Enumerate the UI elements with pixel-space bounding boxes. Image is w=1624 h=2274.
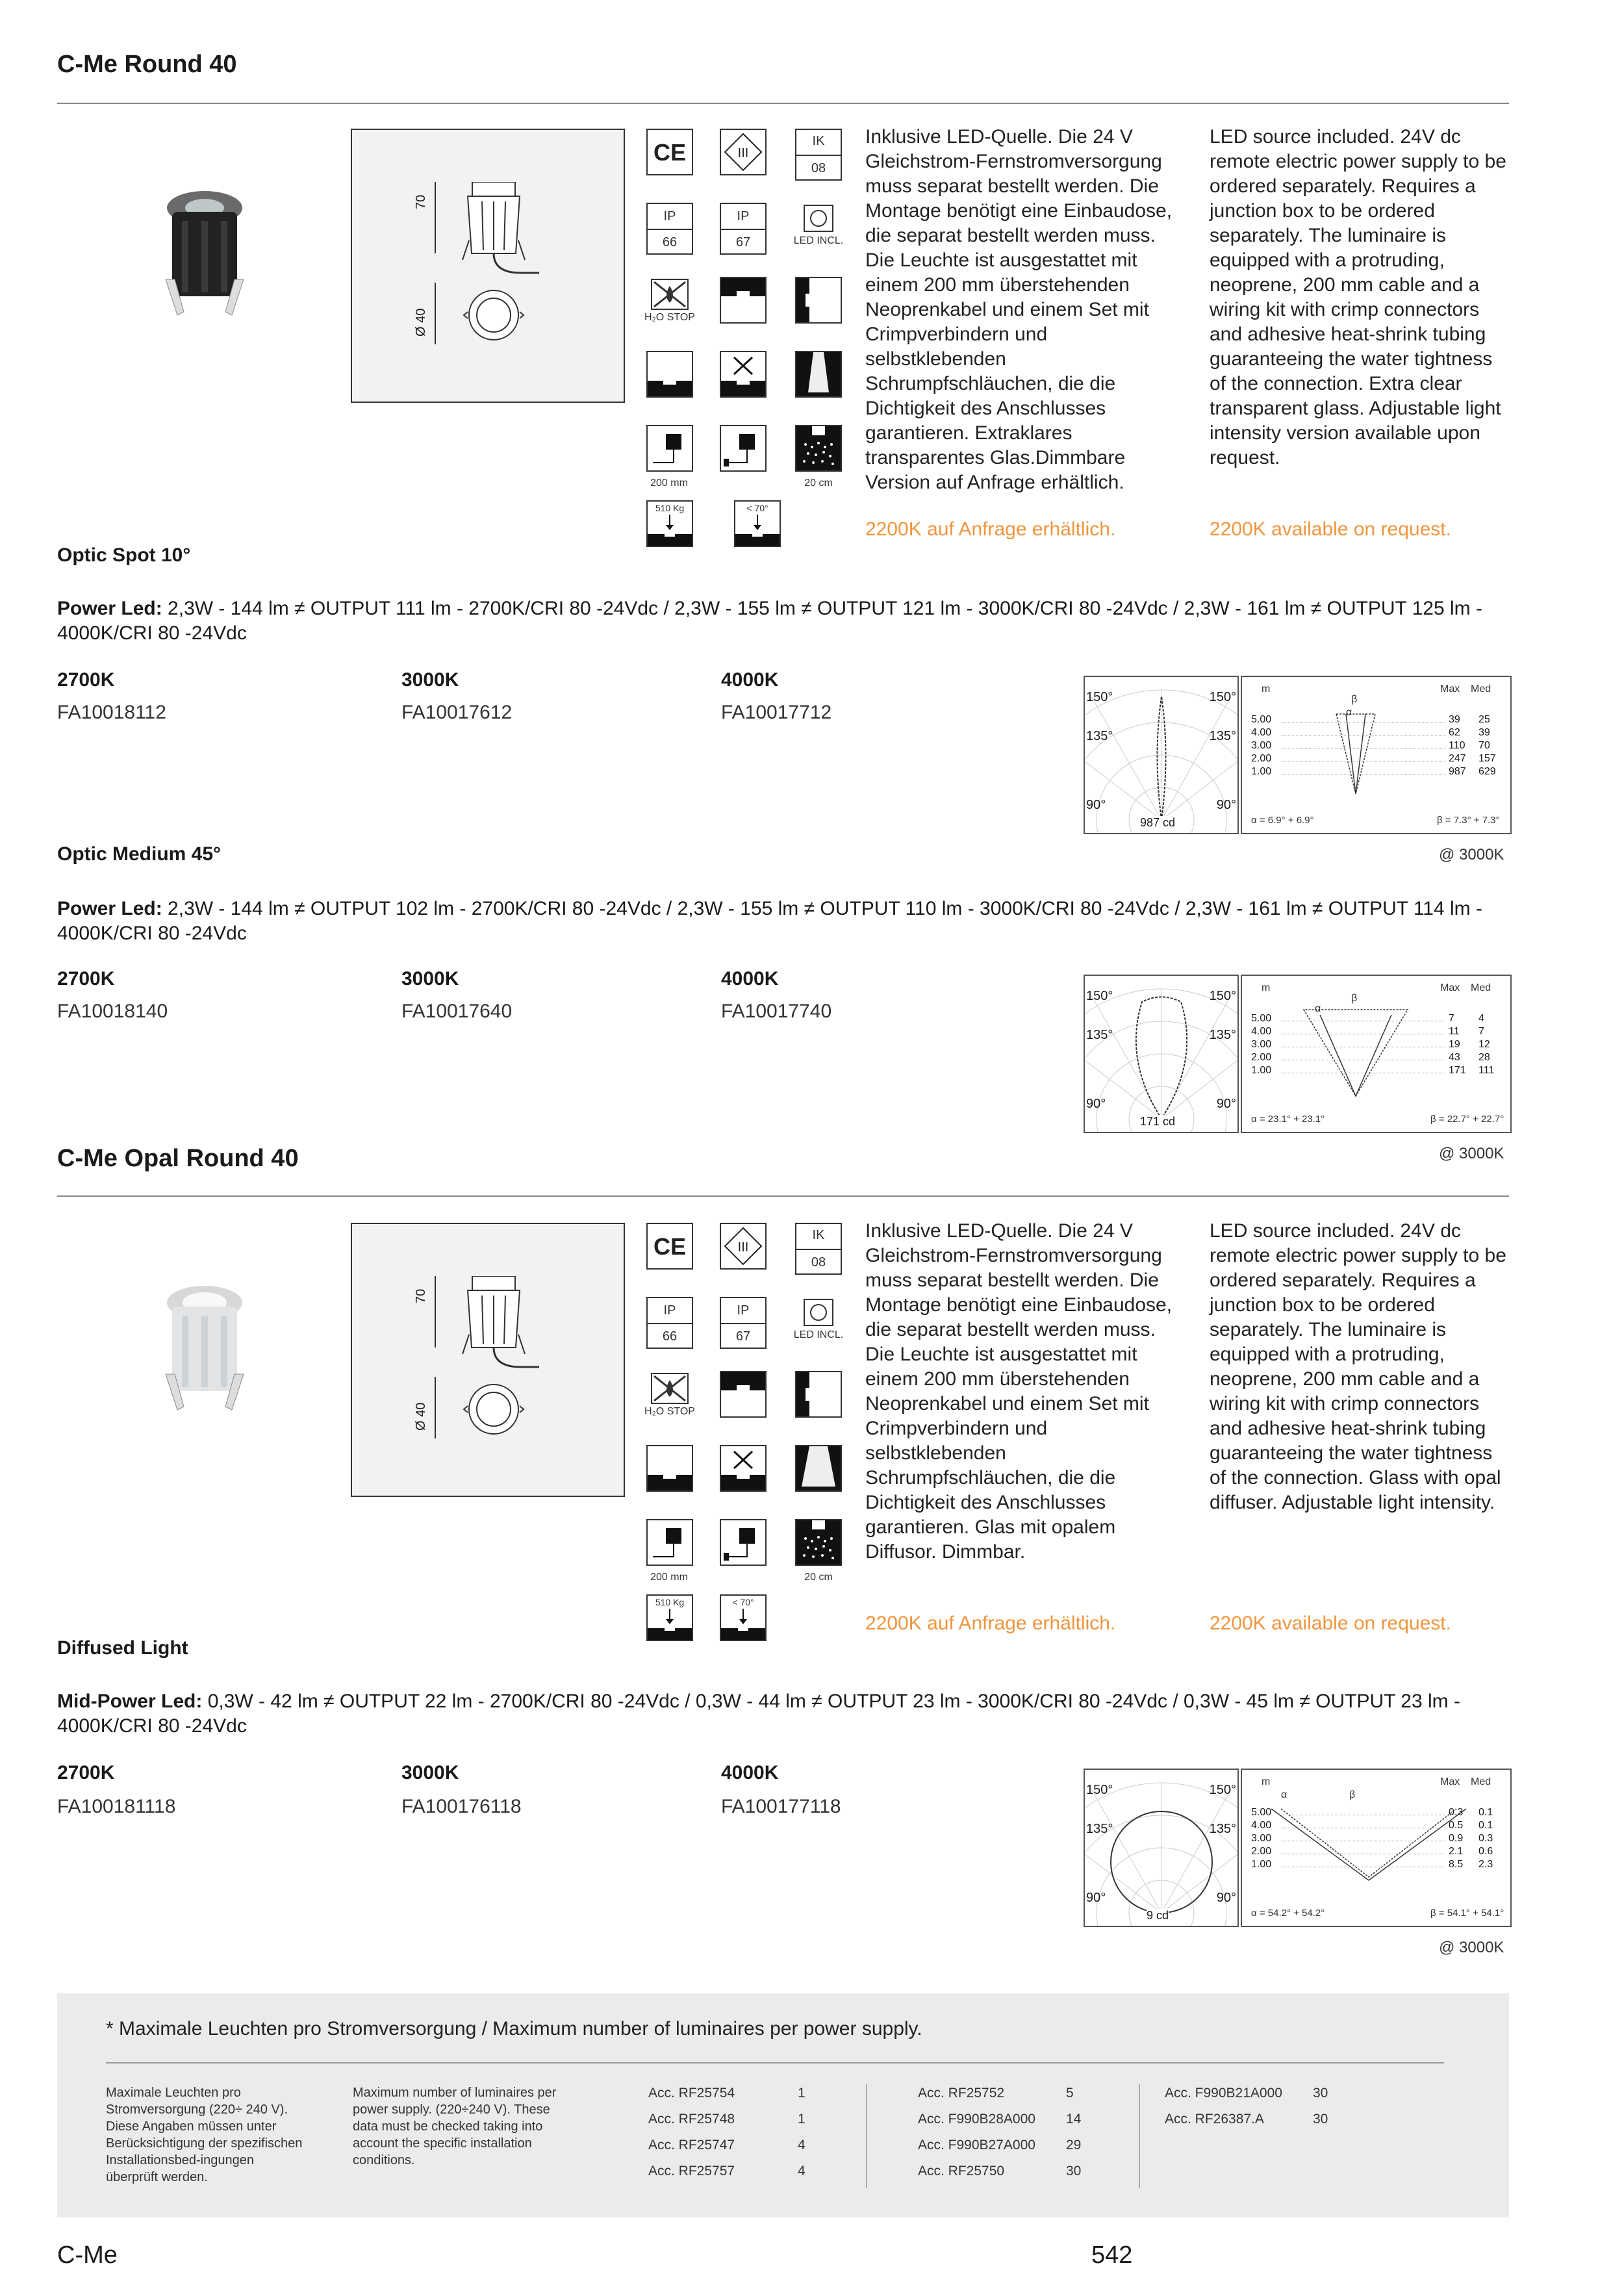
accessory-row: Acc. RF25757 4 [648, 2164, 806, 2178]
col-med: Med [1471, 1776, 1491, 1787]
description-de: Inklusive LED-Quelle. Die 24 V Gleichstrom-Fernstromversorgung muss separat bestellt werden. Die Montage benötigt eine Einbaudose, die separat bestellt werden muss. Die Leuchte ist ausgestattet mit einem 200 mm überstehenden Neoprenkabel und einem Set mit Crimpverbindern und selbstklebenden Schrumpfschläuchen, die die Dichtigkeit des Anschlusses garantieren. Glas mit opalem Diffusor. Dimmbar. [865, 1220, 1173, 1563]
led-incl-label: LED INCL. [793, 235, 844, 246]
description-de: Inklusive LED-Quelle. Die 24 V Gleichstrom-Fernstromversorgung muss separat bestellt werden. Die Montage benötigt eine Einbaudose, die separat bestellt werden muss. Die Leuchte ist ausgestattet mit einem 200 mm überstehenden Neoprenkabel und einem Set mit Crimpverbindern und selbstklebenden Schrumpfschläuchen, die die Dichtigkeit des Anschlusses garantieren. Extraklares transparentes Glas.Dimmbare Version auf Anfrage erhältlich. [865, 126, 1173, 493]
beta-angle: β = 54.1° + 54.1° [1430, 1908, 1504, 1919]
accessory-row: Acc. RF25747 4 [648, 2138, 806, 2153]
illuminance-table [1241, 975, 1512, 1133]
table-row: 5.00 7 4 [1251, 1013, 1484, 1024]
led-included-icon [795, 203, 842, 249]
ip-value: 66 [662, 1329, 678, 1344]
beam-icon [795, 1445, 842, 1492]
accessory-row: Acc. F990B27A000 29 [918, 2138, 1082, 2153]
angle-label: < 70° [732, 1597, 754, 1607]
note-2200k-de: 2200K auf Anfrage erhältlich. [865, 1613, 1116, 1634]
product-code: FA10017740 [721, 1001, 832, 1022]
angle-label: 135° [1209, 729, 1236, 743]
table-row: 1.00 171 111 [1251, 1065, 1495, 1076]
col-max: Max [1440, 982, 1460, 993]
code-header: 2700K [57, 968, 115, 990]
angle-label: 150° [1086, 690, 1113, 704]
beta-symbol: β [1349, 1789, 1356, 1800]
beam-icon [795, 351, 842, 398]
product-code: FA10018140 [57, 1001, 168, 1022]
angle-label: 150° [1209, 690, 1236, 704]
glare-icon [720, 1371, 767, 1418]
h2o-stop-label: H₂O STOP [644, 1406, 695, 1417]
ip-label: IP [737, 209, 750, 224]
alpha-angle: α = 54.2° + 54.2° [1251, 1908, 1325, 1919]
accessory-column [1165, 2086, 1373, 2138]
divider [57, 103, 1509, 104]
table-row: 5.00 39 25 [1251, 714, 1490, 725]
table-row: 5.00 0.3 0.1 [1251, 1807, 1493, 1818]
ik-value: 08 [811, 161, 826, 175]
beta-symbol: β [1351, 993, 1358, 1004]
power-led-text: 2,3W - 144 lm ≠ OUTPUT 102 lm - 2700K/CRI 80 -24Vdc / 2,3W - 155 lm ≠ OUTPUT 110 lm - 3000K/CRI 80 -24Vdc / 2,3W - 161 lm ≠ OUTPUT 114 lm - 4000K/CRI 80 -24Vdc [57, 898, 1482, 944]
technical-drawing [351, 129, 625, 403]
ce-mark-icon [646, 1223, 693, 1270]
product-photo-opal [146, 1277, 263, 1433]
col-max: Max [1440, 1776, 1460, 1787]
divider [57, 1195, 1509, 1197]
note-2200k-de: 2200K auf Anfrage erhältlich. [865, 518, 1116, 540]
cable-length-label: 200 mm [650, 1572, 688, 1583]
divider [866, 2084, 867, 2188]
luminaire-drawing [430, 182, 599, 377]
divider [106, 2062, 1444, 2063]
power-led-label: Power Led: [57, 898, 162, 919]
power-led-text: 0,3W - 42 lm ≠ OUTPUT 22 lm - 2700K/CRI 80 -24Vdc / 0,3W - 44 lm ≠ OUTPUT 23 lm - 3000K/CRI 80 -24Vdc / 0,3W - 45 lm ≠ OUTPUT 23 lm - 4000K/CRI 80 -24Vdc [57, 1691, 1460, 1737]
alpha-symbol: α [1346, 707, 1352, 718]
ip66-icon [646, 203, 693, 255]
optic-medium-title: Optic Medium 45° [57, 843, 222, 865]
alpha-angle: α = 6.9° + 6.9° [1251, 815, 1314, 826]
polar-diagram [1084, 676, 1239, 834]
dim-height: 70 [414, 194, 428, 209]
cable-length-label: 200 mm [650, 478, 688, 489]
ce-mark-icon [646, 129, 693, 175]
code-header: 3000K [401, 669, 459, 691]
col-m: m [1262, 1776, 1271, 1787]
ip-label: IP [663, 209, 676, 224]
angle-label: 135° [1209, 1028, 1236, 1042]
table-row: 4.00 62 39 [1251, 727, 1490, 738]
cable-200mm-icon [646, 1519, 693, 1566]
ip66-icon [646, 1297, 693, 1349]
not-drive-over-icon [720, 351, 767, 398]
ground-recessed-icon [646, 351, 693, 398]
page-family: C-Me [57, 2242, 118, 2269]
accessory-row: Acc. RF25752 5 [918, 2086, 1074, 2101]
candela-value: 987 cd [1140, 816, 1176, 829]
not-drive-over-icon [720, 1445, 767, 1492]
ground-recessed-icon [646, 1445, 693, 1492]
beta-angle: β = 7.3° + 7.3° [1437, 815, 1500, 826]
distance-label: 20 cm [804, 478, 833, 489]
accessory-column [648, 2086, 856, 2190]
temperature-note: @ 3000K [1439, 1145, 1504, 1162]
ik-rating-icon [795, 129, 842, 181]
accessory-row: Acc. RF25748 1 [648, 2112, 806, 2127]
svg-text:III: III [737, 1240, 749, 1255]
polar-diagram [1084, 975, 1239, 1133]
col-max: Max [1440, 683, 1460, 695]
optic-spot-title: Optic Spot 10° [57, 544, 191, 566]
product-code: FA100177118 [721, 1796, 841, 1817]
code-header: 2700K [57, 669, 115, 691]
svg-text:CE: CE [653, 1233, 687, 1260]
angle-label: 90° [1216, 798, 1236, 812]
temperature-note: @ 3000K [1439, 846, 1504, 863]
footer-note-de: Maximale Leuchten pro Stromversorgung (220÷ 240 V). Diese Angaben müssen unter Berücksichtigung der spezifischen Installationsbed-ingungen überprüft werden. [106, 2086, 303, 2184]
table-row: 2.00 43 28 [1251, 1052, 1490, 1063]
angle-label: 135° [1086, 1822, 1113, 1836]
ip-label: IP [663, 1303, 676, 1318]
dim-height: 70 [414, 1288, 428, 1303]
section-title-round: C-Me Round 40 [57, 51, 237, 78]
code-header: 3000K [401, 1762, 459, 1783]
description-en: LED source included. 24V dc remote electric power supply to be ordered separately. Requires a junction box to be ordered separately. The luminaire is equipped with a protruding, neoprene, 200 mm cable and a wiring kit with crimp connectors and adhesive heat-shrink tubing guaranteeing the water tightness of the connection. Extra clear transparent glass. Adjustable light intensity version available upon request. [1210, 126, 1506, 468]
product-photo-round [146, 182, 263, 338]
dots-pattern-icon [795, 425, 842, 472]
ik-label: IK [812, 134, 825, 148]
ik-rating-icon [795, 1223, 842, 1275]
power-led-medium [57, 897, 1486, 946]
description-en: LED source included. 24V dc remote electric power supply to be ordered separately. Requires a junction box to be ordered separately. The luminaire is equipped with a protruding, neoprene, 200 mm cable and a wiring kit with crimp connectors and adhesive heat-shrink tubing guaranteeing the water tightness of the connection. Glass with opal diffuser. Adjustable light intensity. [1210, 1220, 1506, 1513]
dim-diameter: Ø 40 [414, 308, 428, 337]
col-med: Med [1471, 982, 1491, 993]
diffused-title: Diffused Light [57, 1637, 188, 1659]
angle-70-icon [720, 1594, 767, 1641]
wall-mount-icon [795, 277, 842, 324]
table-row: 1.00 8.5 2.3 [1251, 1859, 1493, 1870]
angle-label: 150° [1209, 989, 1236, 1003]
angle-label: 135° [1086, 729, 1113, 743]
ip-value: 67 [735, 235, 751, 249]
page-number: 542 [1091, 2242, 1133, 2269]
angle-label: 135° [1086, 1028, 1113, 1042]
polar-diagram [1084, 1769, 1239, 1927]
note-2200k-en: 2200K available on request. [1210, 1613, 1451, 1634]
alpha-symbol: α [1315, 1003, 1321, 1014]
angle-label: 90° [1086, 798, 1106, 812]
divider [1139, 2084, 1140, 2188]
wall-mount-icon [795, 1371, 842, 1418]
alpha-symbol: α [1281, 1789, 1288, 1800]
luminaire-drawing [430, 1276, 599, 1471]
class-iii-icon [720, 1223, 767, 1270]
candela-value: 171 cd [1140, 1115, 1176, 1128]
col-med: Med [1471, 683, 1491, 695]
code-header: 3000K [401, 968, 459, 990]
table-rows [1251, 1806, 1504, 1871]
led-incl-label: LED INCL. [793, 1329, 844, 1340]
col-m: m [1262, 982, 1271, 993]
angle-label: 150° [1086, 989, 1113, 1003]
connector-icon [720, 1519, 767, 1566]
angle-label: 150° [1209, 1783, 1236, 1797]
accessory-column [918, 2086, 1126, 2190]
ip-value: 67 [735, 1329, 751, 1344]
table-row: 3.00 19 12 [1251, 1039, 1490, 1050]
power-supply-box [57, 1993, 1509, 2217]
ip67-icon [720, 1297, 767, 1349]
beta-symbol: β [1351, 694, 1358, 705]
cable-200mm-icon [646, 425, 693, 472]
illuminance-table [1241, 676, 1512, 834]
h2o-stop-label: H₂O STOP [644, 312, 695, 323]
table-row: 3.00 110 70 [1251, 740, 1490, 751]
angle-label: < 70° [746, 503, 768, 513]
product-code: FA100181118 [57, 1796, 176, 1817]
load-label: 510 Kg [655, 503, 685, 513]
alpha-angle: α = 23.1° + 23.1° [1251, 1114, 1325, 1125]
temperature-note: @ 3000K [1439, 1939, 1504, 1956]
accessory-row: Acc. F990B28A000 14 [918, 2112, 1082, 2127]
dim-diameter: Ø 40 [414, 1402, 428, 1431]
ip-label: IP [737, 1303, 750, 1318]
svg-text:CE: CE [653, 139, 687, 166]
table-row: 4.00 11 7 [1251, 1026, 1484, 1037]
col-m: m [1262, 683, 1271, 695]
power-led-label: Power Led: [57, 598, 162, 619]
load-label: 510 Kg [655, 1597, 685, 1607]
ik-value: 08 [811, 1255, 826, 1270]
dots-pattern-icon [795, 1519, 842, 1566]
ik-label: IK [812, 1228, 825, 1242]
accessory-row: Acc. RF25754 1 [648, 2086, 806, 2101]
ip-value: 66 [662, 235, 678, 249]
accessory-row: Acc. RF25750 30 [918, 2164, 1082, 2178]
illuminance-table [1241, 1769, 1512, 1927]
code-header: 4000K [721, 669, 779, 691]
accessory-row: Acc. F990B21A000 30 [1165, 2086, 1328, 2101]
angle-label: 135° [1209, 1822, 1236, 1836]
angle-label: 90° [1216, 1097, 1236, 1111]
table-row: 2.00 247 157 [1251, 753, 1496, 764]
connector-icon [720, 425, 767, 472]
ip67-icon [720, 203, 767, 255]
footer-headline: * Maximale Leuchten pro Stromversorgung / Maximum number of luminaires per power supply. [106, 2018, 922, 2039]
accessory-row: Acc. RF26387.A 30 [1165, 2112, 1328, 2127]
code-header: 4000K [721, 1762, 779, 1783]
product-code: FA100176118 [401, 1796, 522, 1817]
table-row: 1.00 987 629 [1251, 766, 1496, 777]
product-code: FA10017612 [401, 702, 513, 723]
power-led-label: Mid-Power Led: [57, 1691, 203, 1712]
distance-label: 20 cm [804, 1572, 833, 1583]
angle-label: 150° [1086, 1783, 1113, 1797]
table-row: 4.00 0.5 0.1 [1251, 1820, 1493, 1831]
beta-angle: β = 22.7° + 22.7° [1430, 1114, 1504, 1125]
technical-drawing [351, 1223, 625, 1497]
load-510kg-icon [646, 500, 693, 547]
code-header: 4000K [721, 968, 779, 990]
product-code: FA10017640 [401, 1001, 513, 1022]
table-row: 2.00 2.1 0.6 [1251, 1846, 1493, 1857]
angle-label: 90° [1086, 1891, 1106, 1905]
power-led-text: 2,3W - 144 lm ≠ OUTPUT 111 lm - 2700K/CRI 80 -24Vdc / 2,3W - 155 lm ≠ OUTPUT 121 lm - 3000K/CRI 80 -24Vdc / 2,3W - 161 lm ≠ OUTPUT 125 lm - 4000K/CRI 80 -24Vdc [57, 598, 1482, 644]
power-led-spot [57, 596, 1486, 646]
table-rows [1251, 713, 1504, 778]
code-header: 2700K [57, 1762, 115, 1783]
section-title-opal: C-Me Opal Round 40 [57, 1145, 299, 1172]
product-code: FA10018112 [57, 702, 166, 723]
glare-icon [720, 277, 767, 324]
angle-label: 90° [1216, 1891, 1236, 1905]
table-row: 3.00 0.9 0.3 [1251, 1833, 1493, 1844]
led-included-icon [795, 1297, 842, 1344]
note-2200k-en: 2200K available on request. [1210, 518, 1451, 540]
footer-note-en: Maximum number of luminaires per power supply. (220÷240 V). These data must be checked taking into account the specific installation conditions. [353, 2086, 557, 2167]
candela-value: 9 cd [1147, 1909, 1169, 1922]
table-rows [1251, 1012, 1504, 1077]
water-stop-icon [646, 277, 693, 324]
class-iii-icon [720, 129, 767, 175]
power-led-diffused [57, 1689, 1486, 1739]
angle-label: 90° [1086, 1097, 1106, 1111]
svg-text:III: III [737, 146, 749, 160]
angle-70-icon [734, 500, 781, 547]
load-510kg-icon [646, 1594, 693, 1641]
water-stop-icon [646, 1371, 693, 1418]
product-code: FA10017712 [721, 702, 832, 723]
